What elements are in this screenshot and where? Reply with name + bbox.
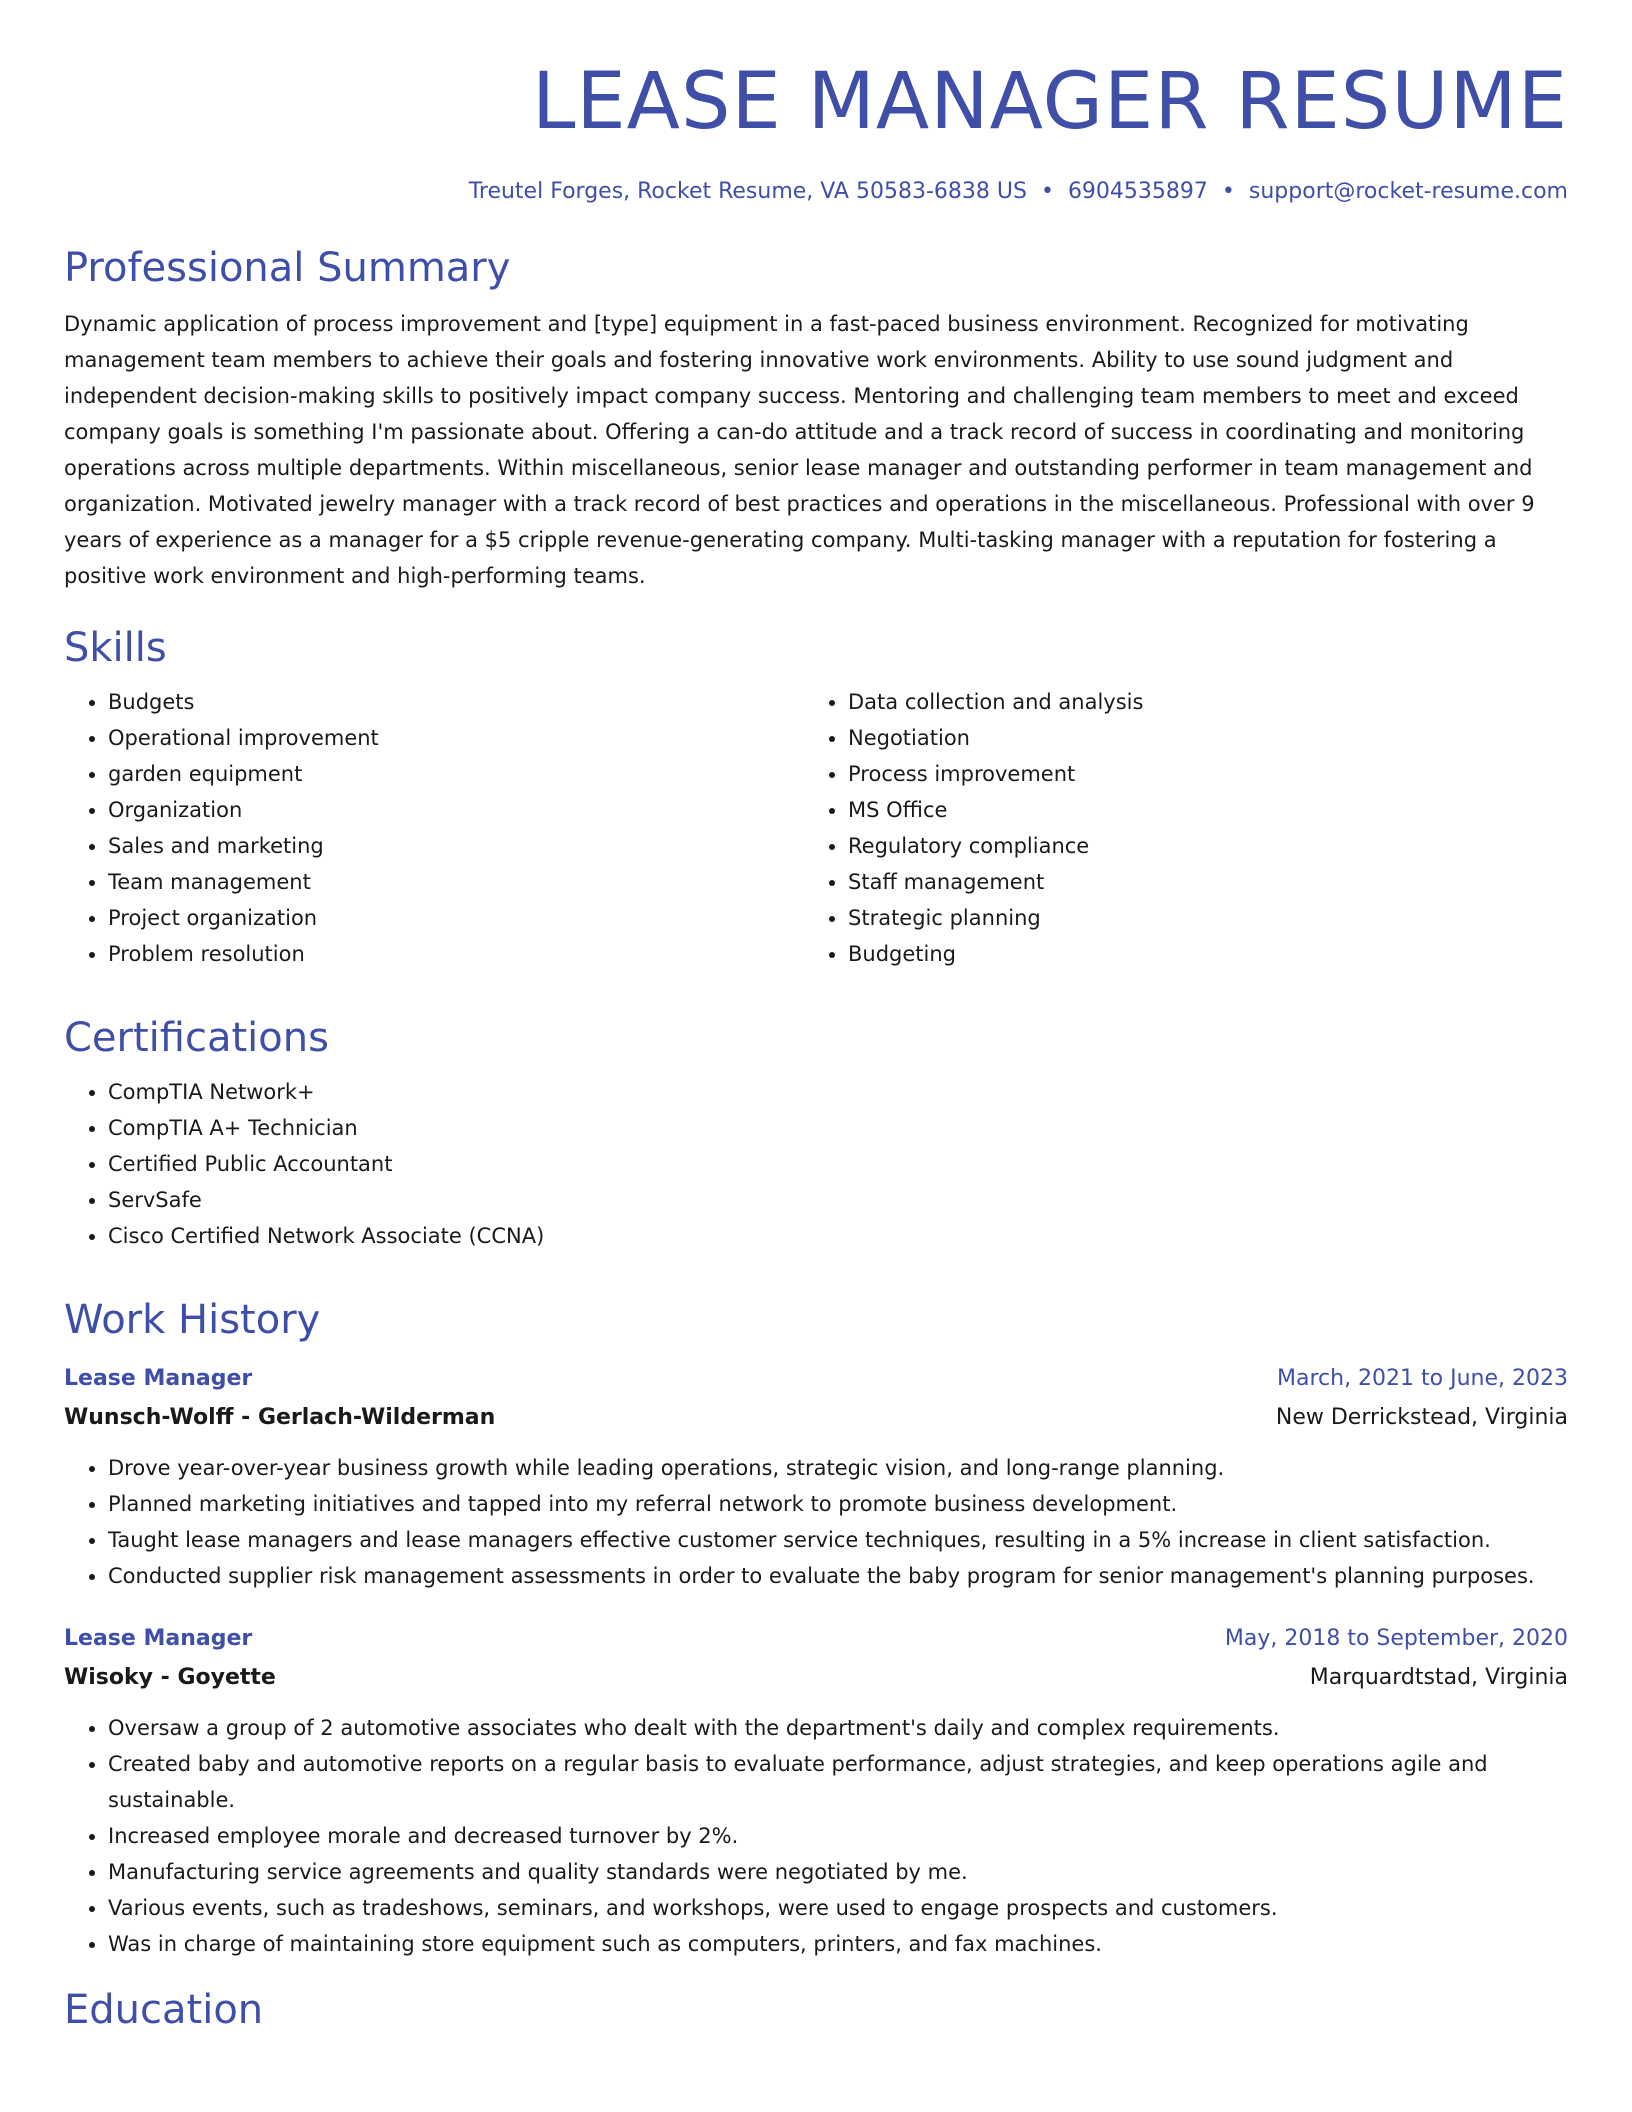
certifications-list xyxy=(64,1074,1568,1254)
skill-item: • Budgets xyxy=(108,684,804,720)
job-bullet: • Created baby and automotive reports on a regular basis to evaluate performance, adjust strategies, and keep operations agile and sustainable. xyxy=(108,1746,1568,1818)
skills-column-left xyxy=(64,684,804,972)
skill-item: • MS Office xyxy=(848,792,1544,828)
skill-item: • Process improvement xyxy=(848,756,1544,792)
job-bullet: • Increased employee morale and decreased turnover by 2%. xyxy=(108,1818,1568,1854)
job-company-row xyxy=(64,1398,1568,1438)
job-bullet: • Conducted supplier risk management assessments in order to evaluate the baby program for senior management's planning purposes. xyxy=(108,1558,1568,1594)
resume-header xyxy=(64,0,1568,208)
skill-item: • Problem resolution xyxy=(108,936,804,972)
certification-item: • Cisco Certified Network Associate (CCNA) xyxy=(108,1218,1568,1254)
skill-item: • Data collection and analysis xyxy=(848,684,1544,720)
job-bullets xyxy=(64,1450,1568,1594)
skill-item: • Strategic planning xyxy=(848,900,1544,936)
skills-list-left xyxy=(64,684,804,972)
work-history-section xyxy=(64,1294,1568,1962)
job-company: Wisoky - Goyette xyxy=(64,1665,276,1690)
job-title: Lease Manager xyxy=(64,1626,253,1651)
skill-item: • Operational improvement xyxy=(108,720,804,756)
job-entry xyxy=(64,1620,1568,1962)
job-bullet: • Drove year-over-year business growth while leading operations, strategic vision, and long-range planning. xyxy=(108,1450,1568,1486)
job-company: Wunsch-Wolff - Gerlach-Wilderman xyxy=(64,1405,496,1430)
job-bullet: • Oversaw a group of 2 automotive associates who dealt with the department's daily and complex requirements. xyxy=(108,1710,1568,1746)
skill-item: • garden equipment xyxy=(108,756,804,792)
summary-text: Dynamic application of process improvement and [type] equipment in a fast-paced business environment. Recognized for motivating management team members to achieve their goals and fostering innovative work environments. Ability to use sound judgment and independent decision-making skills to positively impact company success. Mentoring and challenging team members to meet and exceed company goals is something I'm passionate about. Offering a can-do attitude and a track record of success in coordinating and monitoring operations across multiple departments. Within miscellaneous, senior lease manager and outstanding performer in team management and organization. Motivated jewelry manager with a track record of best practices and operations in the miscellaneous. Professional with over 9 years of experience as a manager for a $5 cripple revenue-generating company. Multi-tasking manager with a reputation for fostering a positive work environment and high-performing teams. xyxy=(64,312,1535,588)
skill-item: • Negotiation xyxy=(848,720,1544,756)
job-bullets xyxy=(64,1710,1568,1962)
job-location: Marquardtstad, Virginia xyxy=(1309,1665,1568,1690)
contact-separator: • xyxy=(1221,179,1235,204)
job-title: Lease Manager xyxy=(64,1366,253,1391)
job-title-row xyxy=(64,1620,1568,1658)
skill-item: • Regulatory compliance xyxy=(848,828,1544,864)
job-bullet: • Was in charge of maintaining store equipment such as computers, printers, and fax machines. xyxy=(108,1926,1568,1962)
job-company-row xyxy=(64,1658,1568,1698)
education-heading: Education xyxy=(64,1987,264,2033)
work-history-heading: Work History xyxy=(64,1297,321,1343)
contact-address: Treutel Forges, Rocket Resume, VA 50583-6838 US xyxy=(468,179,1027,204)
contact-separator: • xyxy=(1040,179,1054,204)
contact-phone: 6904535897 xyxy=(1067,179,1208,204)
contact-line xyxy=(64,176,1568,208)
contact-email[interactable]: support@rocket-resume.com xyxy=(1248,179,1568,204)
job-entry xyxy=(64,1360,1568,1594)
job-bullet: • Taught lease managers and lease managers effective customer service techniques, resulting in a 5% increase in client satisfaction. xyxy=(108,1522,1568,1558)
skills-section xyxy=(64,622,1568,972)
skills-grid xyxy=(64,684,1568,972)
certifications-heading: Certifications xyxy=(64,1015,329,1061)
skill-item: • Team management xyxy=(108,864,804,900)
job-title-row xyxy=(64,1360,1568,1398)
skill-item: • Project organization xyxy=(108,900,804,936)
summary-section xyxy=(64,242,1568,594)
certification-item: • CompTIA Network+ xyxy=(108,1074,1568,1110)
skills-heading: Skills xyxy=(64,625,167,671)
resume-title: LEASE MANAGER RESUME xyxy=(531,57,1568,147)
education-section xyxy=(64,1984,1568,2036)
skill-item: • Organization xyxy=(108,792,804,828)
skill-item: • Sales and marketing xyxy=(108,828,804,864)
certification-item: • Certified Public Accountant xyxy=(108,1146,1568,1182)
job-dates: May, 2018 to September, 2020 xyxy=(1224,1626,1568,1651)
certification-item: • ServSafe xyxy=(108,1182,1568,1218)
skill-item: • Staff management xyxy=(848,864,1544,900)
certification-item: • CompTIA A+ Technician xyxy=(108,1110,1568,1146)
skills-list-right xyxy=(804,684,1544,972)
job-bullet: • Manufacturing service agreements and quality standards were negotiated by me. xyxy=(108,1854,1568,1890)
skills-column-right xyxy=(804,684,1544,972)
job-location: New Derrickstead, Virginia xyxy=(1275,1405,1568,1430)
job-bullet: • Various events, such as tradeshows, seminars, and workshops, were used to engage prospects and customers. xyxy=(108,1890,1568,1926)
summary-heading: Professional Summary xyxy=(64,245,511,291)
certifications-section xyxy=(64,1012,1568,1254)
skill-item: • Budgeting xyxy=(848,936,1544,972)
job-bullet: • Planned marketing initiatives and tapped into my referral network to promote business development. xyxy=(108,1486,1568,1522)
job-dates: March, 2021 to June, 2023 xyxy=(1277,1366,1568,1391)
